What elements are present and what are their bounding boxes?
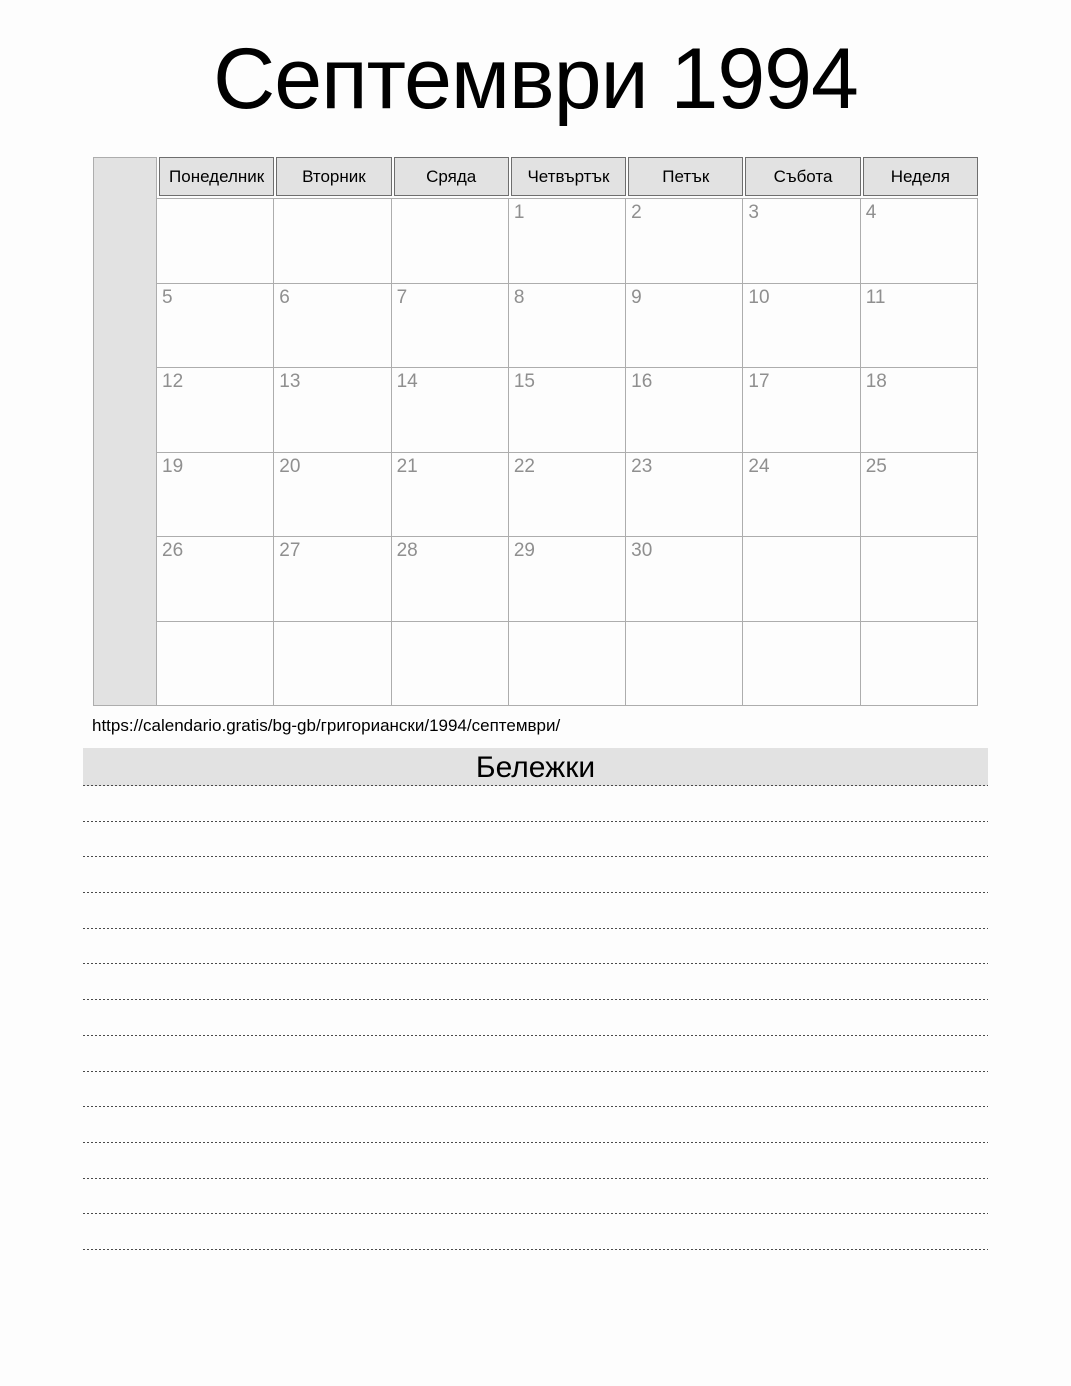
calendar-day-cell	[743, 199, 860, 284]
day-number	[509, 622, 625, 625]
day-number: 3	[748, 202, 759, 223]
day-number	[157, 199, 273, 202]
calendar-empty-cell	[626, 622, 743, 707]
day-number	[861, 537, 977, 540]
day-header: Сряда	[394, 157, 509, 196]
note-line	[83, 929, 988, 965]
day-header: Вторник	[276, 157, 391, 196]
day-number: 5	[162, 286, 173, 308]
calendar-day-cell	[509, 368, 626, 453]
day-number: 6	[279, 286, 290, 308]
calendar-empty-cell	[274, 622, 391, 707]
day-number: 8	[513, 286, 525, 308]
day-number: 20	[279, 455, 301, 477]
calendar-day-cell	[861, 284, 978, 369]
calendar-day-cell	[157, 453, 274, 538]
note-line	[83, 1143, 988, 1179]
calendar-empty-cell	[157, 622, 274, 707]
calendar-empty-cell	[392, 199, 509, 284]
calendar-day-cell	[274, 368, 391, 453]
calendar-empty-cell	[861, 537, 978, 622]
note-line	[83, 893, 988, 929]
notes-title: Бележки	[475, 751, 596, 784]
note-line	[83, 1214, 988, 1250]
calendar-day-cell	[743, 453, 860, 538]
calendar-day-cell	[157, 368, 274, 453]
day-number: 24	[748, 455, 770, 477]
title-area	[0, 0, 1071, 157]
calendar-day-cell	[274, 453, 391, 538]
day-number	[274, 622, 390, 625]
day-number: 23	[631, 455, 653, 477]
calendar-day-cell	[626, 453, 743, 538]
calendar-day-cell	[157, 537, 274, 622]
day-number: 17	[748, 371, 770, 392]
day-number: 7	[396, 286, 408, 308]
calendar-day-cell	[743, 368, 860, 453]
calendar-day-cell	[626, 284, 743, 369]
day-header: Събота	[745, 157, 860, 196]
day-number: 2	[631, 202, 642, 223]
calendar-body	[157, 157, 978, 706]
calendar-day-cell	[509, 284, 626, 369]
day-number	[392, 199, 508, 202]
calendar-day-cell	[743, 284, 860, 369]
day-header: Понеделник	[159, 157, 274, 196]
day-number: 16	[631, 371, 653, 392]
day-number	[157, 622, 273, 625]
calendar-day-cell	[626, 199, 743, 284]
calendar-day-cell	[626, 537, 743, 622]
calendar-empty-cell	[157, 199, 274, 284]
day-number	[743, 537, 859, 540]
day-number: 25	[865, 455, 887, 477]
day-number: 18	[865, 371, 887, 392]
calendar-day-cell	[861, 453, 978, 538]
note-line	[83, 1036, 988, 1072]
day-number: 27	[279, 540, 301, 561]
day-number: 11	[865, 286, 886, 308]
calendar-day-cell	[274, 537, 391, 622]
day-number: 29	[513, 540, 535, 561]
calendar-day-cell	[861, 368, 978, 453]
day-number	[274, 199, 390, 202]
calendar-day-cell	[392, 537, 509, 622]
notes-lines	[83, 786, 988, 1250]
day-number: 15	[513, 371, 535, 392]
day-number: 14	[396, 371, 418, 392]
calendar-empty-cell	[274, 199, 391, 284]
day-header: Петък	[628, 157, 743, 196]
day-number	[392, 622, 508, 625]
note-line	[83, 857, 988, 893]
note-line	[83, 964, 988, 1000]
day-number: 21	[396, 455, 418, 477]
day-number: 30	[631, 540, 653, 561]
day-number	[626, 622, 742, 625]
calendar-day-cell	[626, 368, 743, 453]
day-number: 1	[513, 202, 525, 223]
calendar-day-cell	[392, 284, 509, 369]
calendar-day-cell	[157, 284, 274, 369]
calendar-day-cell	[509, 199, 626, 284]
notes-header	[83, 748, 988, 786]
source-url: https://calendario.gratis/bg-gb/григориански/1994/септември/	[92, 716, 561, 735]
day-number: 9	[631, 286, 642, 308]
notes-section	[83, 748, 988, 1250]
day-number: 19	[162, 455, 184, 477]
calendar-day-cell	[392, 453, 509, 538]
calendar-day-cell	[861, 199, 978, 284]
page-title: Септември 1994	[213, 31, 858, 127]
day-number	[861, 622, 977, 625]
calendar-empty-cell	[743, 622, 860, 707]
day-number	[743, 622, 859, 625]
day-number: 22	[513, 455, 535, 477]
calendar-day-cell	[274, 284, 391, 369]
note-line	[83, 1072, 988, 1108]
note-line	[83, 786, 988, 822]
day-number: 28	[396, 540, 418, 561]
note-line	[83, 1179, 988, 1215]
calendar-day-cell	[392, 368, 509, 453]
week-number-column	[93, 157, 157, 706]
calendar-table	[93, 157, 978, 706]
day-number: 4	[865, 202, 877, 223]
calendar-empty-cell	[392, 622, 509, 707]
note-line	[83, 1107, 988, 1143]
note-line	[83, 822, 988, 858]
day-number: 26	[162, 540, 184, 561]
calendar-empty-cell	[509, 622, 626, 707]
calendar-empty-cell	[743, 537, 860, 622]
day-number: 10	[748, 286, 770, 308]
calendar-header-row	[157, 157, 978, 196]
day-header: Неделя	[863, 157, 978, 196]
day-number: 12	[162, 371, 184, 392]
calendar-empty-cell	[861, 622, 978, 707]
calendar-grid	[157, 198, 978, 706]
calendar-day-cell	[509, 537, 626, 622]
day-number: 13	[279, 371, 301, 392]
note-line	[83, 1000, 988, 1036]
day-header: Четвъртък	[511, 157, 626, 196]
calendar-day-cell	[509, 453, 626, 538]
